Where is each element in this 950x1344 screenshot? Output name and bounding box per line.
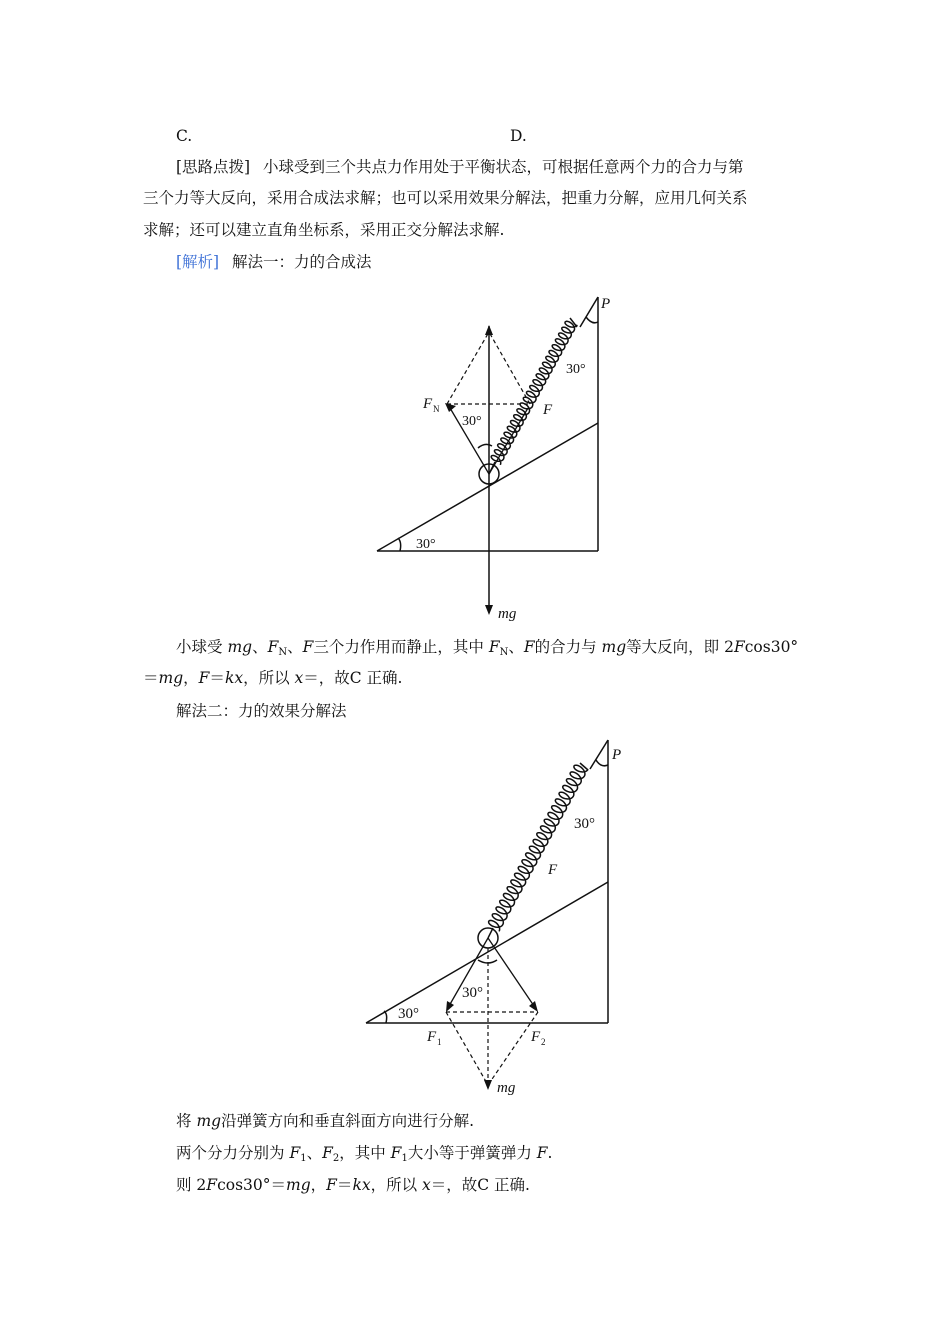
m1-f: F xyxy=(302,638,314,656)
m1-text: ，所以 xyxy=(243,669,295,687)
m2-f: F xyxy=(206,1176,218,1194)
m2-mg: mg xyxy=(286,1176,311,1194)
fig2-label-f1: F xyxy=(427,1029,437,1045)
m1-text: ， xyxy=(183,669,199,687)
fig2-angle-base: 30° xyxy=(398,1006,419,1022)
fig2-spring-coil xyxy=(489,765,588,931)
m1-fn: F xyxy=(488,638,500,656)
method1-title: 解法一：力的合成法 xyxy=(232,253,372,271)
m2-text: ， xyxy=(310,1176,327,1194)
m1-f: F xyxy=(198,669,210,687)
m2-text: cos30°＝ xyxy=(217,1176,287,1194)
fig2-f2-vector xyxy=(488,938,534,1006)
m1-mg: mg xyxy=(158,669,184,687)
m1-text: 小球受 xyxy=(176,638,228,656)
hint-tag: [思路点拨] xyxy=(176,158,251,176)
m1-fn-sub: N xyxy=(499,647,509,658)
analysis-tag: [解析] xyxy=(176,253,220,271)
m1-fn-sub: N xyxy=(278,647,288,658)
fig1-angle-base: 30° xyxy=(416,537,436,552)
m2-kx: kx xyxy=(352,1176,371,1194)
fig2-f2-arrowhead xyxy=(529,1001,538,1012)
method2-title: 解法二：力的效果分解法 xyxy=(176,702,347,720)
m1-text: cos30° xyxy=(744,638,799,656)
hint-text-1: 小球受到三个共点力作用处于平衡状态，可根据任意两个力的合力与第 xyxy=(263,158,744,176)
fig2-angle-mid: 30° xyxy=(462,985,483,1001)
fig1-label-fn: F xyxy=(423,396,433,412)
fig1-angle-top: 30° xyxy=(566,362,586,377)
m2-f1-sub: 1 xyxy=(300,1153,307,1164)
fig2-label-f1-sub: 1 xyxy=(437,1037,442,1047)
m1-mg: mg xyxy=(601,638,627,656)
m1-fn: F xyxy=(267,638,279,656)
m1-text: ＝ xyxy=(143,669,159,687)
m2-x: x xyxy=(422,1176,431,1194)
fig2-f1-arrowhead xyxy=(446,1001,454,1012)
fig2-label-f: F xyxy=(548,862,558,878)
m2-sep: 、 xyxy=(306,1144,323,1162)
fig2-mg-arrowhead xyxy=(484,1080,492,1090)
m1-text: 等大反向，即 2 xyxy=(626,638,734,656)
fig2-label-f2-sub: 2 xyxy=(541,1037,546,1047)
fig2-angle-arc-top xyxy=(596,760,608,766)
method2-line-1 xyxy=(176,1110,474,1132)
m1-kx: kx xyxy=(224,669,244,687)
m2-f2-sub: 2 xyxy=(332,1153,340,1164)
m1-f: F xyxy=(733,638,745,656)
fig1-label-p: P xyxy=(601,296,611,312)
method2-line-3 xyxy=(176,1174,530,1196)
m2-f1-sub: 1 xyxy=(401,1153,408,1164)
fig1-angle-mid: 30° xyxy=(462,414,482,429)
option-c: C. xyxy=(176,127,193,145)
m2-text: 则 2 xyxy=(176,1176,207,1194)
m2-f1: F xyxy=(289,1144,301,1162)
m2-mg: mg xyxy=(196,1112,222,1130)
m2-text: 沿弹簧方向和垂直斜面方向进行分解. xyxy=(221,1112,474,1130)
m1-sep: 、 xyxy=(508,638,524,656)
m1-text: ＝，故C 正确. xyxy=(303,669,403,687)
m2-f: F xyxy=(326,1176,337,1194)
m1-f: F xyxy=(523,638,535,656)
m2-text: . xyxy=(547,1144,553,1162)
m1-sep: 、 xyxy=(287,638,303,656)
m2-f1: F xyxy=(390,1144,402,1162)
hint-line-2: 三个力等大反向，采用合成法求解；也可以采用效果分解法，把重力分解，应用几何关系 xyxy=(143,189,748,207)
m1-x: x xyxy=(294,669,304,687)
fig2-hinge-p xyxy=(590,740,608,769)
m1-sep: 、 xyxy=(252,638,268,656)
fig2-incline-line xyxy=(366,882,608,1023)
m2-f: F xyxy=(536,1144,548,1162)
fig1-label-fn-sub: N xyxy=(433,404,440,414)
m2-text: ＝ xyxy=(336,1176,353,1194)
m2-text: ，所以 xyxy=(370,1176,423,1194)
m1-text: ＝ xyxy=(209,669,225,687)
m1-text: 的合力与 xyxy=(534,638,602,656)
fig1-label-f: F xyxy=(543,402,553,418)
hint-line-3: 求解；还可以建立直角坐标系，采用正交分解法求解. xyxy=(143,221,505,239)
m2-text: 大小等于弹簧弹力 xyxy=(407,1144,537,1162)
fig2-spring-end-bottom xyxy=(488,928,493,938)
fig1-label-mg: mg xyxy=(498,606,517,622)
m2-text: ＝，故C 正确. xyxy=(430,1176,530,1194)
m2-text: ，其中 xyxy=(339,1144,391,1162)
m2-f2: F xyxy=(322,1144,333,1162)
fig2-label-p: P xyxy=(612,747,622,763)
fig2-label-f2: F xyxy=(531,1029,541,1045)
fig2-angle-top: 30° xyxy=(574,816,595,832)
m1-text: 三个力作用而静止，其中 xyxy=(313,638,489,656)
m1-mg: mg xyxy=(227,638,253,656)
fig2-label-mg: mg xyxy=(497,1080,516,1096)
method2-line-2 xyxy=(176,1142,552,1170)
m2-text: 将 xyxy=(176,1112,197,1130)
option-d: D. xyxy=(510,127,527,145)
m2-text: 两个分力分别为 xyxy=(176,1144,290,1162)
